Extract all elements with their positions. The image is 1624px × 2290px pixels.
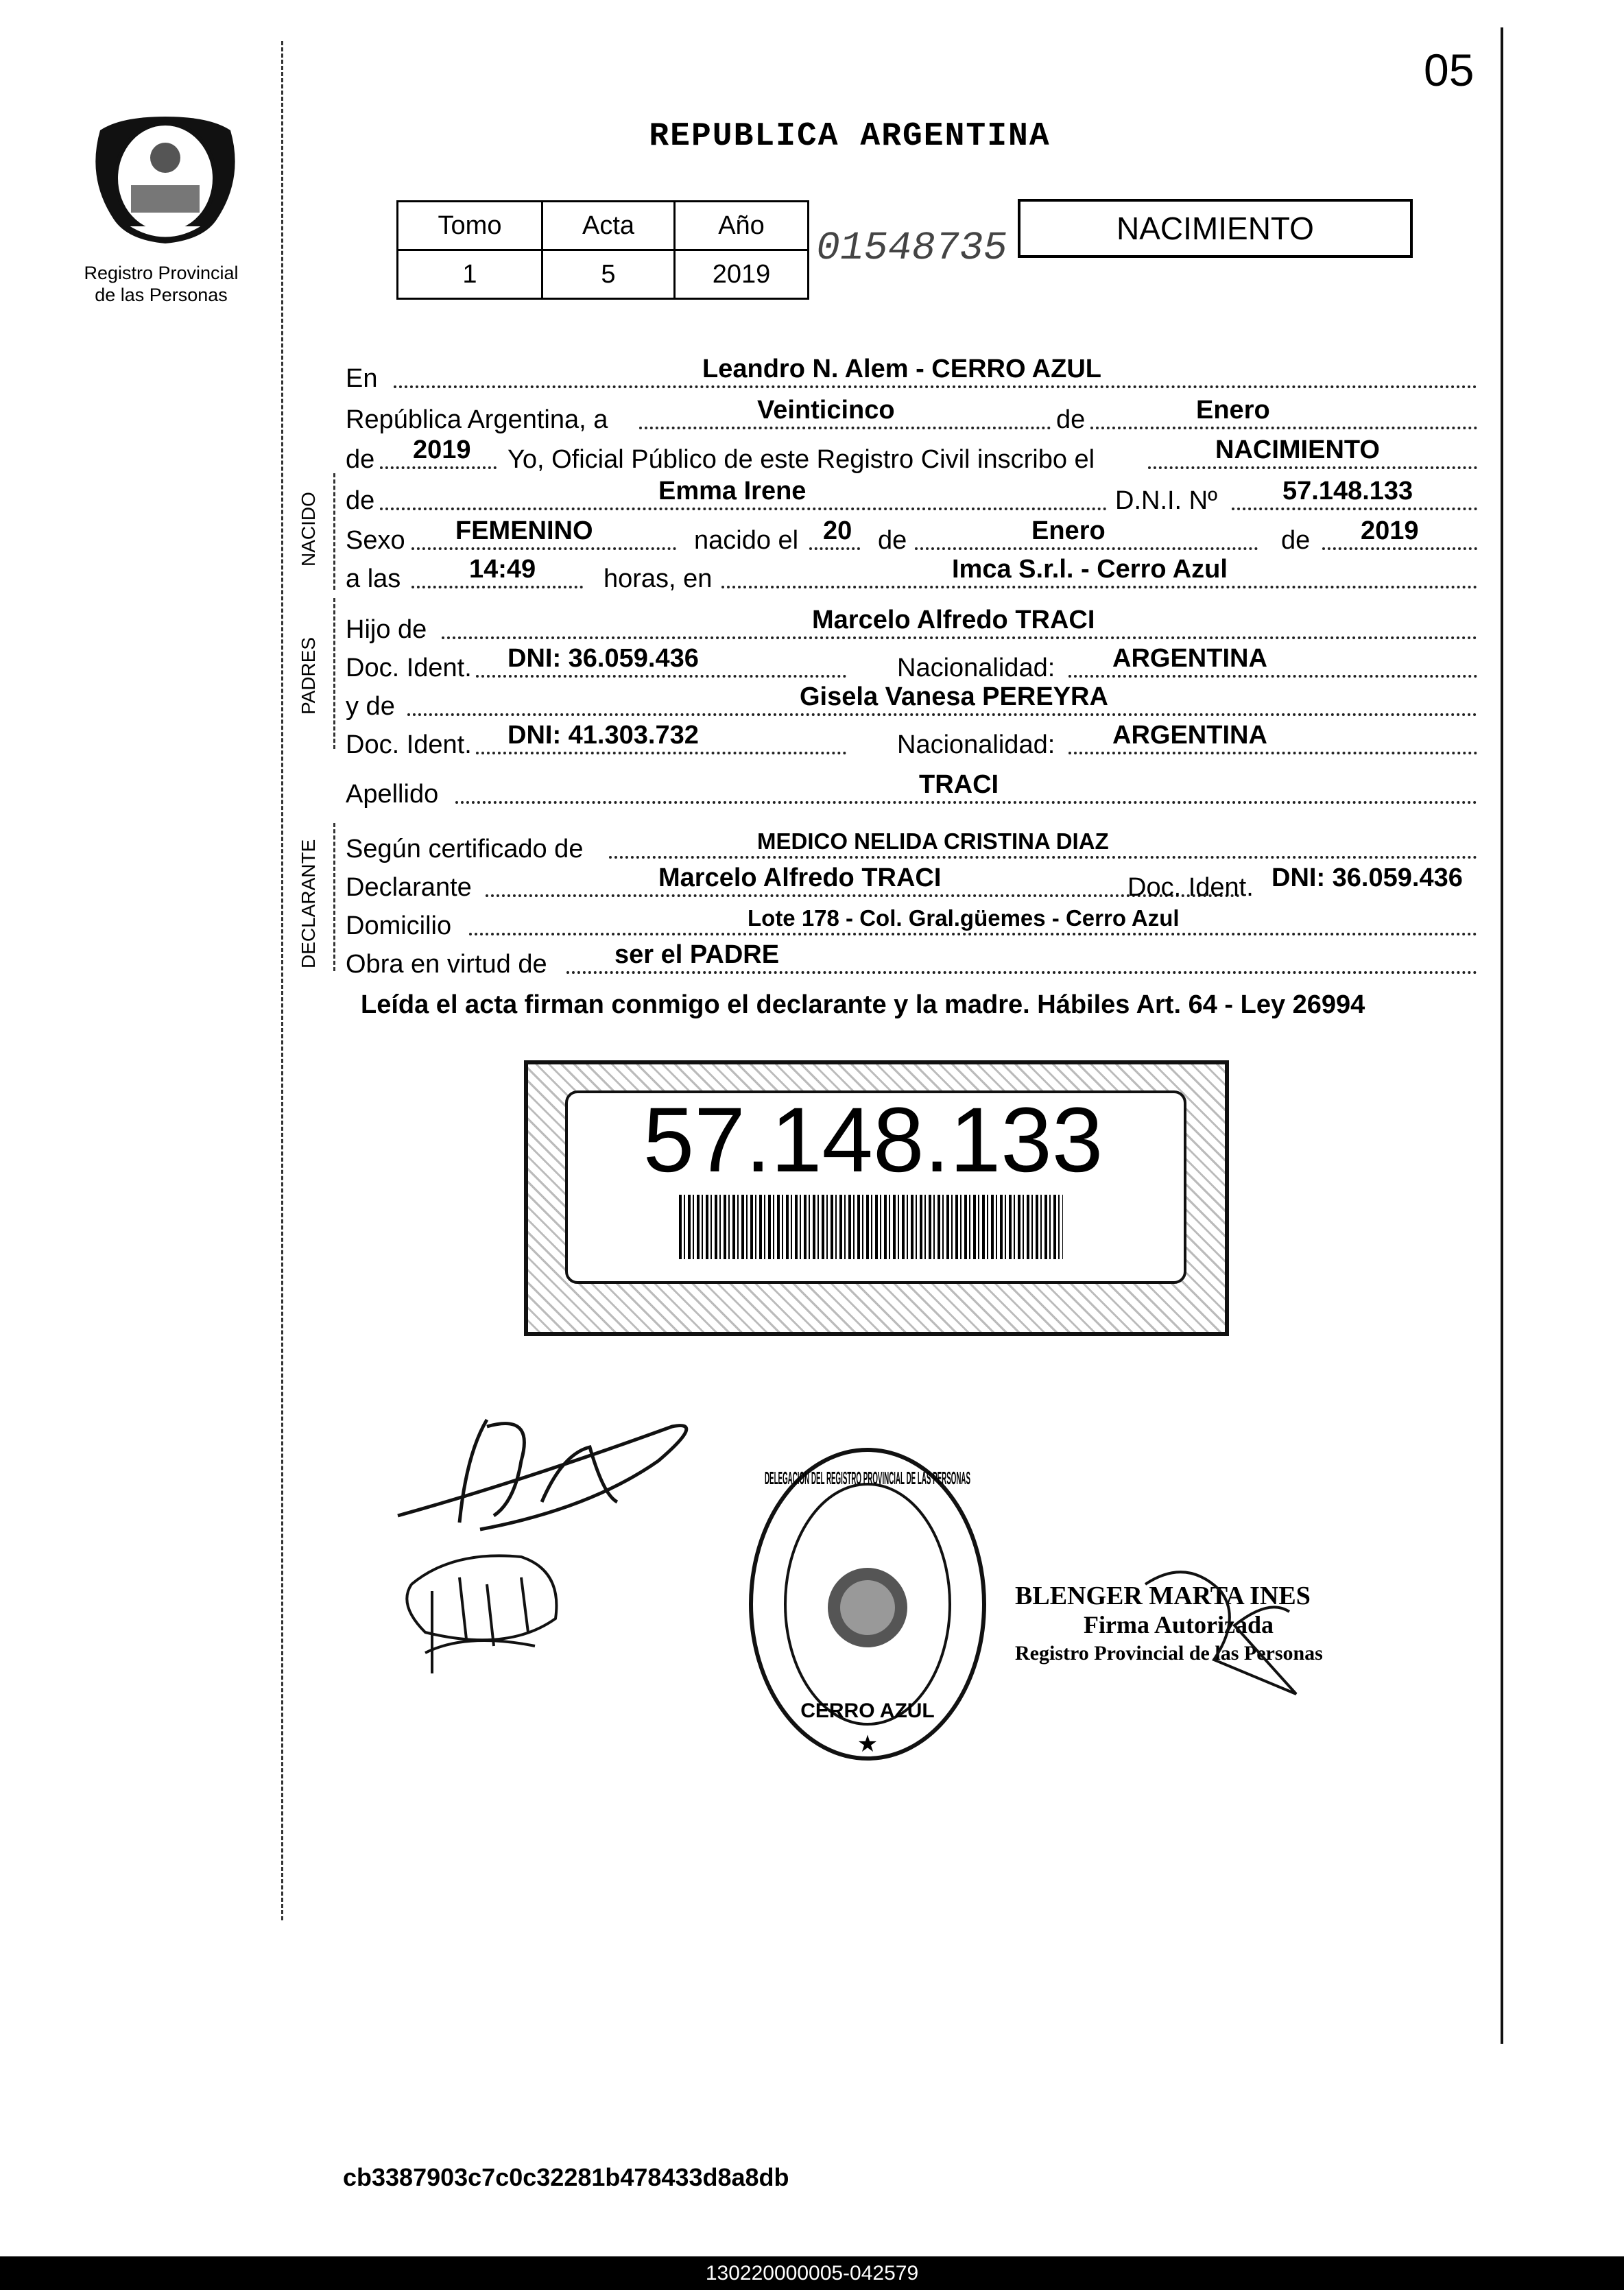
- official-seal-stamp: [743, 1443, 992, 1765]
- row-certificate: Según certificado de MEDICO NELIDA CRISTINA DIAZ: [346, 826, 1477, 864]
- section-bracket-padres: [333, 598, 335, 749]
- value-tomo: 1: [398, 250, 542, 299]
- side-label-nacido: NACIDO: [298, 492, 319, 566]
- dni-label-number: 57.148.133: [643, 1089, 1103, 1191]
- value-ano: 2019: [675, 250, 809, 299]
- header-ano: Año: [675, 202, 809, 250]
- authorized-stamp: BLENGER MARTA INES Firma Autorizada Registro Provincial de las Personas: [1015, 1582, 1323, 1665]
- act-type-box: NACIMIENTO: [1018, 199, 1413, 258]
- document-title: REPUBLICA ARGENTINA: [649, 118, 1051, 155]
- section-bracket-declarante: [333, 823, 335, 971]
- footer-code: 130220000005-042579: [0, 2256, 1624, 2290]
- row-year: de 2019 Yo, Oficial Público de este Registro Civil inscribo el NACIMIENTO: [346, 436, 1477, 475]
- svg-text:DELEGACION DEL REGISTRO PROVIN: DELEGACION DEL REGISTRO PROVINCIAL DE LAS PERSONAS: [765, 1468, 970, 1488]
- row-mother-doc: Doc. Ident. DNI: 41.303.732 Nacionalidad: ARGENTINA: [346, 721, 1477, 760]
- side-label-padres: PADRES: [298, 636, 319, 715]
- logo-caption: Registro Provincial de las Personas: [84, 263, 239, 305]
- declarant-signature: [384, 1399, 700, 1701]
- document-hash: cb3387903c7c0c32281b478433d8a8db: [343, 2163, 789, 2191]
- row-mother: y de Gisela Vanesa PEREYRA: [346, 683, 1477, 721]
- row-name: de Emma Irene D.N.I. Nº 57.148.133: [346, 477, 1477, 516]
- header-acta: Acta: [542, 202, 675, 250]
- svg-text:★: ★: [857, 1731, 879, 1757]
- row-capacity: Obra en virtud de ser el PADRE: [346, 941, 1477, 979]
- official-signature: [1132, 1557, 1310, 1701]
- closing-statement: Leída el acta firman conmigo el declarante y la madre. Hábiles Art. 64 - Ley 26994: [361, 990, 1365, 1019]
- row-surname: Apellido TRACI: [346, 771, 1477, 809]
- serial-number: 01548735: [812, 226, 1012, 271]
- row-sex-birth: Sexo FEMENINO nacido el 20 de Enero de 2019: [346, 517, 1477, 556]
- side-label-declarante: DECLARANTE: [298, 839, 319, 968]
- svg-text:CERRO AZUL: CERRO AZUL: [800, 1699, 935, 1722]
- right-margin-line: [1501, 27, 1503, 2044]
- value-acta: 5: [542, 250, 675, 299]
- section-bracket-nacido: [333, 473, 335, 590]
- header-tomo: Tomo: [398, 202, 542, 250]
- dni-barcode: [679, 1195, 1063, 1259]
- row-father-doc: Doc. Ident. DNI: 36.059.436 Nacionalidad: ARGENTINA: [346, 645, 1477, 683]
- row-date: República Argentina, a Veinticinco de Enero: [346, 396, 1477, 435]
- row-address: Domicilio Lote 178 - Col. Gral.güemes - Cerro Azul: [346, 903, 1477, 941]
- page-number: 05: [1424, 45, 1474, 95]
- row-place: En Leandro N. Alem - CERRO AZUL: [346, 355, 1477, 394]
- row-declarant: Declarante Marcelo Alfredo TRACI Doc. Ident. DNI: 36.059.436: [346, 863, 1463, 902]
- registry-table: [396, 200, 809, 300]
- row-time-place: a las 14:49 horas, en Imca S.r.l. - Cerro Azul: [346, 556, 1477, 594]
- row-father: Hijo de Marcelo Alfredo TRACI: [346, 606, 1477, 645]
- left-margin-line: [281, 41, 283, 1920]
